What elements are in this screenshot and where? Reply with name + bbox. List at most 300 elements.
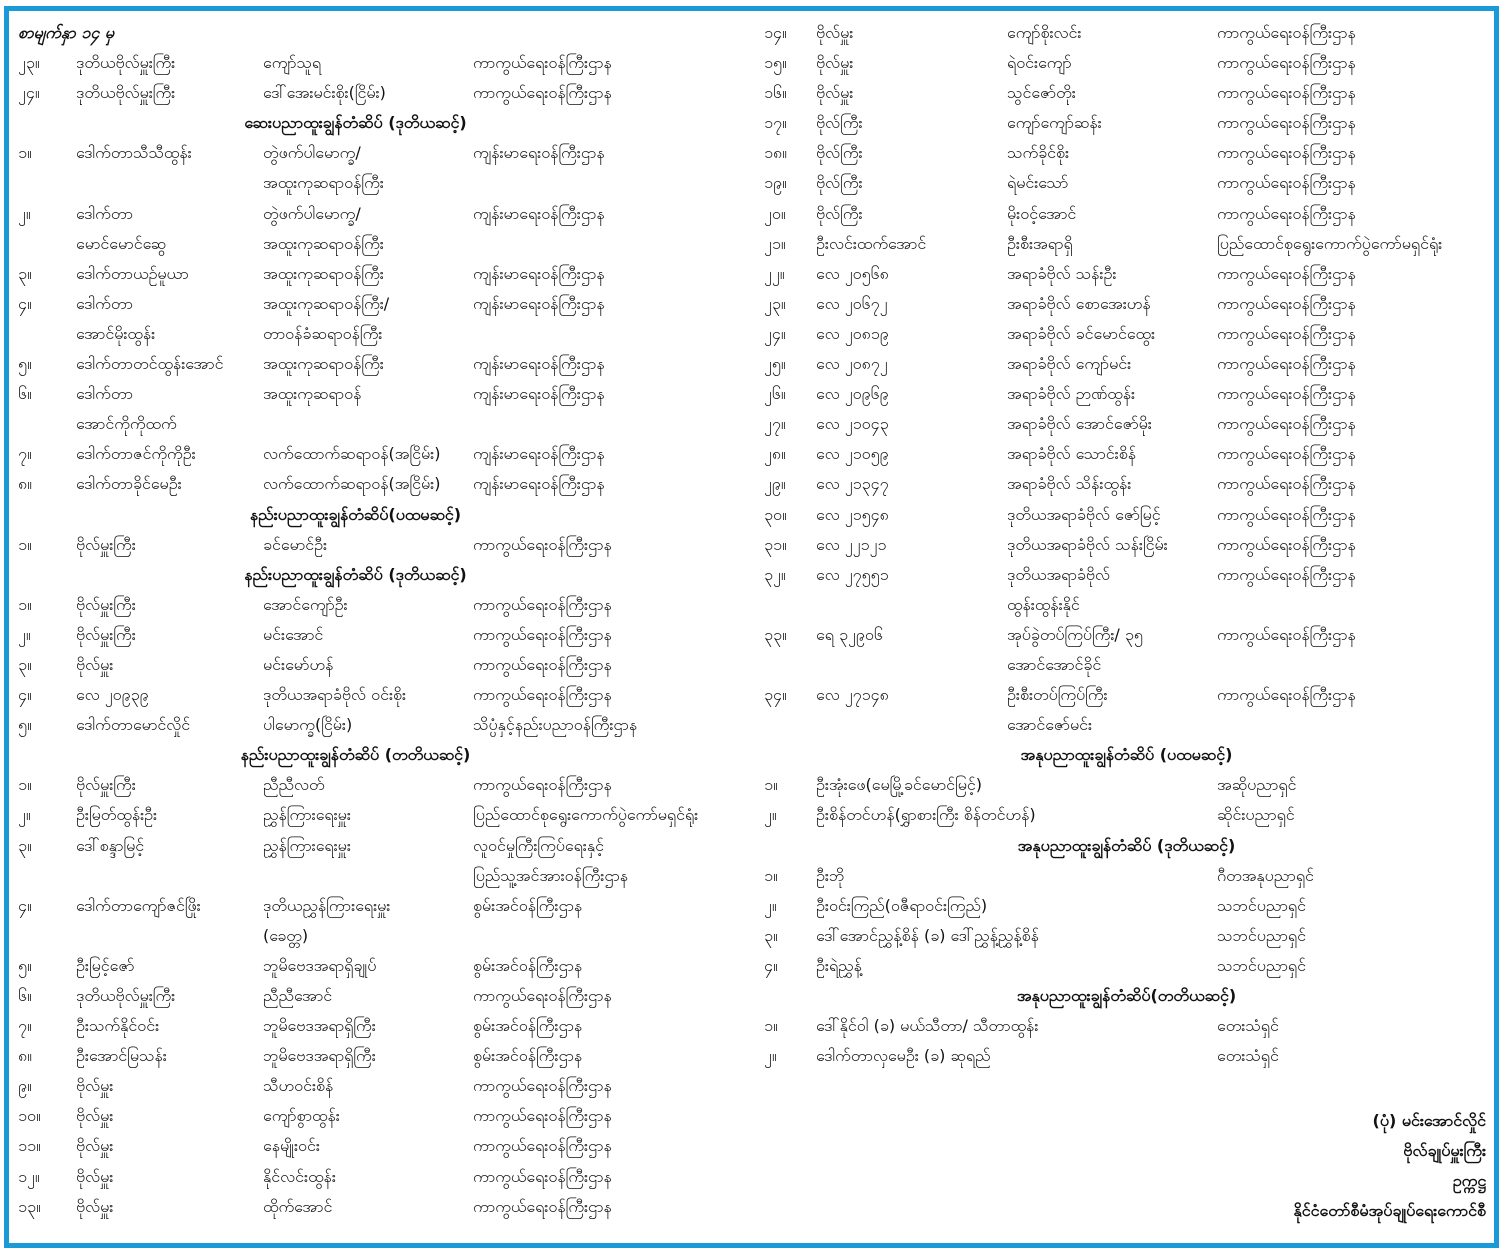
left-rows-a	[18, 48, 753, 108]
item-name: ဒုတိယအရာခံဗိုလ် ဇော်မြင့်	[1007, 504, 1161, 524]
item-name: ထွန်းထွန်းနိုင်	[1007, 594, 1080, 614]
right-column	[764, 18, 1489, 1071]
list-item	[18, 891, 753, 921]
item-number: ၆။	[18, 384, 32, 404]
item-rank: ဗိုလ်မှူးကြီး	[76, 534, 136, 554]
section-heading-medical: ဆေးပညာထူးချွန်တံဆိပ် (ဒုတိယဆင့်)	[244, 113, 467, 133]
item-name: အရာခံဗိုလ် ခင်မောင်ထွေး	[1007, 323, 1156, 343]
list-item	[764, 770, 1489, 800]
list-item	[18, 530, 753, 560]
list-item	[764, 108, 1489, 138]
item-number: ၆။	[18, 986, 32, 1005]
section-heading-tech-2: နည်းပညာထူးချွန်တံဆိပ် (ဒုတိယဆင့်)	[244, 564, 467, 584]
item-number: ၁။	[764, 1016, 778, 1036]
list-item	[764, 168, 1489, 198]
item-department: ကာကွယ်ရေးဝန်ကြီးဌာန	[473, 534, 612, 554]
section-heading-arts-1: အနုပညာထူးချွန်တံဆိပ် (ပထမဆင့်)	[1020, 745, 1233, 765]
item-name: သက်ခိုင်စိုး	[1007, 143, 1070, 163]
item-name: အထူးကုဆရာဝန်	[263, 384, 362, 404]
list-item	[764, 560, 1489, 590]
item-department: ကာကွယ်ရေးဝန်ကြီးဌာန	[1217, 203, 1356, 223]
list-item	[18, 168, 753, 198]
item-number: ၂။	[764, 805, 777, 825]
item-department: ကျန်းမာရေးဝန်ကြီးဌာန	[473, 263, 605, 283]
item-rank: လေ ၂၁၅၄၈	[816, 504, 889, 524]
item-name: ဦးရဲညွှန့်	[816, 955, 862, 975]
list-item	[764, 289, 1489, 319]
item-name: သီဟဝင်းစိန်	[263, 1076, 334, 1096]
item-department: ကာကွယ်ရေးဝန်ကြီးဌာန	[1217, 263, 1356, 283]
list-item	[764, 469, 1489, 499]
item-rank: ဗိုလ်မှူး	[816, 23, 854, 42]
item-name: ညွှန်ကြားရေးမှူး	[263, 835, 351, 855]
item-department: ကျန်းမာရေးဝန်ကြီးဌာန	[473, 143, 605, 163]
item-rank: လေ ၂၀၅၆၈	[816, 263, 889, 283]
item-department: စွမ်းအင်ဝန်ကြီးဌာန	[473, 1046, 583, 1066]
item-rank: ဒေါက်တာတင်ထွန်းအောင်	[76, 354, 224, 374]
item-rank: ဒေါက်တာယဉ်မူယာ	[76, 263, 189, 283]
item-name: လက်ထောက်ဆရာဝန်(အငြိမ်း)	[263, 474, 441, 494]
item-rank: လေ ၂၇၅၅၁	[816, 564, 889, 584]
list-item	[18, 1162, 753, 1192]
item-name: အထူးကုဆရာဝန်ကြီး	[263, 263, 384, 283]
item-number: ၁၀။	[18, 1106, 41, 1126]
item-rank: ဒုတိယဗိုလ်မှူးကြီး	[76, 83, 176, 103]
item-name: ကျော်စွာထွန်း	[263, 1106, 340, 1126]
item-department: ကာကွယ်ရေးဝန်ကြီးဌာန	[473, 53, 612, 73]
item-department: စွမ်းအင်ဝန်ကြီးဌာန	[473, 895, 583, 915]
signature-rank: ဗိုလ်ချုပ်မှူးကြီး	[1403, 1141, 1486, 1161]
item-number: ၂၀။	[764, 203, 786, 223]
item-number: ၇။	[18, 1016, 32, 1036]
item-rank: ဗိုလ်မှူး	[76, 1196, 114, 1216]
item-department: ကာကွယ်ရေးဝန်ကြီးဌာန	[473, 654, 612, 674]
list-item	[18, 800, 753, 830]
item-name: အရာခံဗိုလ် ဉာဏ်ထွန်း	[1007, 384, 1136, 404]
list-item	[764, 800, 1489, 830]
list-item	[764, 199, 1489, 229]
item-number: ၃။	[18, 263, 32, 283]
left-rows-c	[18, 530, 753, 560]
item-name: ဘူမိဗေဒအရာရှိချုပ်	[263, 955, 377, 975]
item-department: ကာကွယ်ရေးဝန်ကြီးဌာန	[1217, 504, 1356, 524]
item-rank: လေ ၂၀၉၃၉	[76, 685, 149, 705]
item-rank: ဗိုလ်မှူး	[76, 1106, 114, 1126]
item-name: ဒုတိယအရာခံဗိုလ် ဝင်းစိုး	[263, 685, 407, 705]
list-item	[764, 710, 1489, 740]
item-number: ၇။	[18, 444, 32, 464]
item-number: ၂၃။	[764, 293, 786, 313]
item-department: ကျန်းမာရေးဝန်ကြီးဌာန	[473, 293, 605, 313]
item-department: ကာကွယ်ရေးဝန်ကြီးဌာန	[1217, 83, 1356, 103]
list-item	[18, 319, 753, 349]
list-item	[18, 379, 753, 409]
item-name: အထူးကုဆရာဝန်ကြီး	[263, 173, 384, 193]
item-department: ကာကွယ်ရေးဝန်ကြီးဌာန	[1217, 685, 1356, 705]
item-department: ကာကွယ်ရေးဝန်ကြီးဌာန	[1217, 53, 1356, 73]
item-rank: ဒေါက်တာခိုင်မေဦး	[76, 474, 182, 494]
item-rank: မောင်မောင်ဆွေ	[76, 233, 167, 253]
item-department: ကာကွယ်ရေးဝန်ကြီးဌာန	[1217, 564, 1356, 584]
list-item	[764, 349, 1489, 379]
item-department: သဘင်ပညာရှင်	[1217, 955, 1306, 975]
item-department: ကာကွယ်ရေးဝန်ကြီးဌာန	[473, 624, 612, 644]
item-rank: လေ ၂၁၀၅၉	[816, 444, 889, 464]
item-rank: ဒုတိယဗိုလ်မှူးကြီး	[76, 53, 176, 73]
item-number: ၁၈။	[764, 143, 787, 163]
list-item	[764, 951, 1489, 981]
item-name: ဒေါ်အောင်ညွှန့်စိန် (ခ) ဒေါ်ညွှန့်ညွှန့်စိန်	[816, 925, 1039, 945]
item-number: ၂၄။	[764, 323, 786, 343]
list-item	[764, 78, 1489, 108]
item-name: ဦးဘို	[816, 865, 845, 885]
item-number: ၃၄။	[764, 685, 787, 705]
item-rank: အောင်မိုးထွန်း	[76, 323, 156, 343]
item-department: သိပ္ပံနှင့်နည်းပညာဝန်ကြီးဌာန	[473, 715, 638, 735]
item-name: ခင်မောင်ဦး	[263, 534, 328, 554]
section-heading-tech-3: နည်းပညာထူးချွန်တံဆိပ် (တတိယဆင့်)	[240, 745, 471, 765]
item-rank: ဒေါက်တာဇင်ကိုကိုဦး	[76, 444, 196, 464]
item-name: ညီညီအောင်	[263, 986, 333, 1005]
item-department: ပြည်ထောင်စုရွေးကောက်ပွဲကော်မရှင်ရုံး	[473, 805, 699, 825]
left-column	[18, 18, 753, 1222]
item-department: ကာကွယ်ရေးဝန်ကြီးဌာန	[473, 1136, 612, 1156]
list-item	[764, 259, 1489, 289]
item-name: ပါမောက္ခ(ငြိမ်း)	[263, 715, 353, 735]
item-rank: ဗိုလ်မှူး	[76, 1136, 114, 1156]
list-item	[764, 48, 1489, 78]
item-rank: အောင်ကိုကိုထက်	[76, 414, 177, 434]
item-department: ကျန်းမာရေးဝန်ကြီးဌာန	[473, 474, 605, 494]
item-rank: လေ ၂၁၃၄၇	[816, 474, 889, 494]
item-name: အရာခံဗိုလ် သန်းဦး	[1007, 263, 1117, 283]
signature-name: (ပုံ) မင်းအောင်လှိုင်	[1372, 1111, 1486, 1130]
item-number: ၁၇။	[764, 113, 787, 133]
item-rank: ဒေါက်တာ	[76, 384, 133, 404]
item-department: အဆိုပညာရှင်	[1217, 775, 1297, 795]
item-number: ၂၈။	[764, 444, 786, 464]
item-name: ဘူမိဗေဒအရာရှိကြီး	[263, 1016, 376, 1036]
item-rank: ဦးမြင့်ဇော်	[76, 955, 135, 975]
left-rows-e	[18, 770, 753, 1221]
item-department: ကျန်းမာရေးဝန်ကြီးဌာန	[473, 444, 605, 464]
item-number: ၄။	[764, 955, 778, 975]
item-department: ကာကွယ်ရေးဝန်ကြီးဌာန	[1217, 414, 1356, 434]
item-number: ၁၄။	[764, 23, 787, 42]
item-rank: ဒေါက်တာ	[76, 203, 133, 223]
item-number: ၂၃။	[18, 53, 40, 73]
item-number: ၅။	[18, 354, 32, 374]
item-rank: ဦးမြတ်ထွန်းဦး	[76, 805, 158, 825]
item-name: ဒုတိယညွှန်ကြားရေးမှူး	[263, 895, 391, 915]
item-name: အောင်ကျော်ဦး	[263, 594, 348, 614]
list-item	[18, 770, 753, 800]
list-item	[18, 590, 753, 620]
item-department: ကာကွယ်ရေးဝန်ကြီးဌာန	[473, 1076, 612, 1096]
item-rank: ဗိုလ်မှူး	[76, 1076, 114, 1096]
item-number: ၃။	[18, 835, 32, 855]
item-name: ကျော်စိုးလင်း	[1007, 23, 1082, 42]
right-rows-b	[764, 770, 1489, 830]
item-number: ၈။	[18, 474, 32, 494]
item-name: ဦးစီးတပ်ကြပ်ကြီး	[1007, 685, 1108, 705]
right-rows-a	[764, 18, 1489, 740]
list-item	[764, 138, 1489, 168]
item-name: ကျော်ကျော်ဆန်း	[1007, 113, 1102, 133]
item-name: အရာခံဗိုလ် ကျော်မင်း	[1007, 354, 1132, 374]
item-number: ၂၇။	[764, 414, 786, 434]
item-number: ၁၃။	[18, 1196, 41, 1216]
list-item	[18, 409, 753, 439]
list-item	[764, 921, 1489, 951]
list-item	[18, 921, 753, 951]
item-name: မင်းအောင်	[263, 624, 324, 644]
item-rank: ဗိုလ်ကြီး	[816, 173, 863, 193]
item-number: ၈။	[18, 1046, 32, 1066]
item-name: ဦးဝင်းကြည်(ဝဇီရာဝင်းကြည်)	[816, 895, 988, 915]
item-rank: လေ ၂၀၉၆၉	[816, 384, 889, 404]
item-department: ကာကွယ်ရေးဝန်ကြီးဌာန	[1217, 354, 1356, 374]
list-item	[764, 439, 1489, 469]
item-name: ဒေါ်နိုင်ဝါ (ခ) မယ်သီတာ/ သီတာထွန်း	[816, 1016, 1039, 1036]
item-name: ရဲမင်းသော်	[1007, 173, 1069, 193]
item-rank: ဦးအောင်မြသန်း	[76, 1046, 167, 1066]
list-item	[764, 379, 1489, 409]
item-number: ၂၂။	[764, 263, 785, 283]
item-number: ၁။	[764, 865, 778, 885]
item-department: စွမ်းအင်ဝန်ကြီးဌာန	[473, 955, 583, 975]
item-rank: ဗိုလ်မှူး	[816, 53, 854, 73]
left-rows-b	[18, 138, 753, 499]
item-name: ဦးစိန်တင်ဟန်(ရွှာစားကြီး စိန်တင်ဟန်)	[816, 805, 1036, 825]
item-number: ၂။	[18, 203, 31, 223]
item-department: တေးသံရှင်	[1217, 1046, 1279, 1066]
list-item	[764, 500, 1489, 530]
item-department: ပြည်ထောင်စုရွေးကောက်ပွဲကော်မရှင်ရုံး	[1217, 233, 1443, 253]
item-rank: လေ ၂၀၈၁၉	[816, 323, 889, 343]
item-department: ကာကွယ်ရေးဝန်ကြီးဌာန	[1217, 23, 1356, 42]
list-item	[18, 138, 753, 168]
list-item	[18, 620, 753, 650]
item-rank: ဦးသက်နိုင်ဝင်း	[76, 1016, 160, 1036]
list-item	[764, 680, 1489, 710]
item-name: အုပ်ခွဲတပ်ကြပ်ကြီး/ ၃၅	[1007, 624, 1143, 644]
item-number: ၄။	[18, 293, 32, 313]
item-name: ညီညီလတ်	[263, 775, 325, 795]
item-number: ၃၀။	[764, 504, 787, 524]
section-heading-arts-2: အနုပညာထူးချွန်တံဆိပ် (ဒုတိယဆင့်)	[1017, 835, 1236, 855]
item-department: ကာကွယ်ရေးဝန်ကြီးဌာန	[473, 1166, 612, 1186]
item-rank: ဗိုလ်မှူးကြီး	[76, 594, 136, 614]
item-department: ကာကွယ်ရေးဝန်ကြီးဌာန	[473, 594, 612, 614]
item-name: ဦးအုံးဖေ(မေမြို့ခင်မောင်မြင့်)	[816, 775, 982, 795]
item-name: အရာခံဗိုလ် စောအေးဟန်	[1007, 293, 1151, 313]
list-item	[18, 1071, 753, 1101]
item-number: ၁၉။	[764, 173, 787, 193]
item-number: ၉။	[18, 1076, 32, 1096]
list-item	[18, 349, 753, 379]
item-department: ကာကွယ်ရေးဝန်ကြီးဌာန	[473, 1196, 612, 1216]
item-name: တွဲဖက်ပါမောက္ခ/	[263, 203, 361, 223]
item-department: စွမ်းအင်ဝန်ကြီးဌာန	[473, 1016, 583, 1036]
item-rank: ဗိုလ်မှူး	[816, 83, 854, 103]
item-number: ၅။	[18, 715, 32, 735]
list-item	[764, 1041, 1489, 1071]
item-name: နိုင်လင်းထွန်း	[263, 1166, 336, 1186]
list-item	[764, 1011, 1489, 1041]
list-item	[18, 680, 753, 710]
item-department: ကာကွယ်ရေးဝန်ကြီးဌာန	[1217, 323, 1356, 343]
item-number: ၂။	[18, 805, 31, 825]
list-item	[18, 229, 753, 259]
item-department: ဆိုင်းပညာရှင်	[1217, 805, 1295, 825]
list-item	[764, 620, 1489, 650]
list-item	[764, 891, 1489, 921]
list-item	[18, 289, 753, 319]
item-number: ၁၂။	[18, 1166, 40, 1186]
item-name: အရာခံဗိုလ် သိန်းထွန်း	[1007, 474, 1132, 494]
signature-block	[1206, 1106, 1486, 1226]
list-item	[18, 1041, 753, 1071]
continued-from-label: စာမျက်နှာ ၁၄ မှ	[18, 23, 115, 42]
right-rows-c	[764, 861, 1489, 981]
item-rank: ရေ ၃၂၉၀၆	[816, 624, 883, 644]
list-item	[18, 650, 753, 680]
item-department: ကာကွယ်ရေးဝန်ကြီးဌာန	[1217, 384, 1356, 404]
item-number: ၁။	[18, 534, 32, 554]
item-name: ညွှန်ကြားရေးမှူး	[263, 805, 351, 825]
item-name: ဘူမိဗေဒအရာရှိကြီး	[263, 1046, 376, 1066]
item-rank: ဒေါက်တာသီသီထွန်း	[76, 143, 192, 163]
item-department: ကာကွယ်ရေးဝန်ကြီးဌာန	[1217, 293, 1356, 313]
list-item	[18, 981, 753, 1011]
item-name: အရာခံဗိုလ် သောင်းစိန်	[1007, 444, 1137, 464]
list-item	[764, 409, 1489, 439]
list-item	[764, 530, 1489, 560]
item-department: လူဝင်မှုကြီးကြပ်ရေးနှင့်	[473, 835, 604, 855]
item-number: ၁၆။	[764, 83, 787, 103]
item-rank: ဦးလင်းထက်အောင်	[816, 233, 927, 253]
item-rank: ဗိုလ်ကြီး	[816, 113, 863, 133]
list-item	[18, 710, 753, 740]
item-name: ဦးစီးအရာရှိ	[1007, 233, 1073, 253]
list-item	[18, 951, 753, 981]
item-name: ရဲဝင်းကျော်	[1007, 53, 1072, 73]
list-item	[764, 590, 1489, 620]
item-name: ထိုက်အောင်	[263, 1196, 333, 1216]
item-name: အထူးကုဆရာဝန်ကြီး	[263, 354, 384, 374]
item-number: ၄။	[18, 685, 32, 705]
item-number: ၃၂။	[764, 564, 786, 584]
item-name: သွင်ဇော်တိုး	[1007, 83, 1076, 103]
list-item	[764, 319, 1489, 349]
item-department: ကျန်းမာရေးဝန်ကြီးဌာန	[473, 203, 605, 223]
item-department: ကာကွယ်ရေးဝန်ကြီးဌာန	[1217, 113, 1356, 133]
item-rank: ဗိုလ်ကြီး	[816, 143, 863, 163]
item-number: ၁၅။	[764, 53, 787, 73]
right-rows-d	[764, 1011, 1489, 1071]
list-item	[18, 861, 753, 891]
list-item	[764, 18, 1489, 48]
list-item	[18, 259, 753, 289]
item-name: အရာခံဗိုလ် အောင်ဇော်မိုး	[1007, 414, 1152, 434]
item-number: ၂။	[764, 1046, 777, 1066]
item-rank: ဗိုလ်မှူးကြီး	[76, 775, 136, 795]
item-number: ၂၉။	[764, 474, 786, 494]
item-department: ဂီတအနုပညာရှင်	[1217, 865, 1314, 885]
item-rank: ဗိုလ်မှူး	[76, 654, 114, 674]
item-name: ကျော်သူရ	[263, 53, 322, 73]
item-name: ဒုတိယအရာခံဗိုလ်	[1007, 564, 1111, 584]
item-number: ၂၄။	[18, 83, 40, 103]
item-rank: လေ ၂၂၁၂၁	[816, 534, 887, 554]
item-number: ၅။	[18, 955, 32, 975]
item-name: လက်ထောက်ဆရာဝန်(အငြိမ်း)	[263, 444, 441, 464]
item-rank: ဗိုလ်မှူးကြီး	[76, 624, 136, 644]
item-number: ၂။	[764, 895, 777, 915]
item-department: ကာကွယ်ရေးဝန်ကြီးဌာန	[1217, 444, 1356, 464]
item-department: ကျန်းမာရေးဝန်ကြီးဌာန	[473, 354, 605, 374]
item-department: ကာကွယ်ရေးဝန်ကြီးဌာန	[1217, 624, 1356, 644]
item-name: မင်းမော်ဟန်	[263, 654, 334, 674]
item-department: ကာကွယ်ရေးဝန်ကြီးဌာန	[473, 685, 612, 705]
item-number: ၁။	[18, 775, 32, 795]
item-department: သဘင်ပညာရှင်	[1217, 895, 1306, 915]
item-rank: ဒုတိယဗိုလ်မှူးကြီး	[76, 986, 176, 1005]
item-number: ၃၃။	[764, 624, 787, 644]
item-number: ၁၁။	[18, 1136, 41, 1156]
list-item	[764, 861, 1489, 891]
list-item	[18, 469, 753, 499]
list-item	[18, 199, 753, 229]
item-rank: လေ ၂၇၁၄၈	[816, 685, 889, 705]
list-item	[18, 1192, 753, 1222]
item-department: ကာကွယ်ရေးဝန်ကြီးဌာန	[1217, 474, 1356, 494]
list-item	[18, 1011, 753, 1041]
item-name: အောင်အောင်ခိုင်	[1007, 654, 1102, 674]
list-item	[18, 1131, 753, 1161]
item-department: ကာကွယ်ရေးဝန်ကြီးဌာန	[473, 1106, 612, 1126]
item-number: ၃။	[764, 925, 778, 945]
item-number: ၂၅။	[764, 354, 786, 374]
item-department: ကာကွယ်ရေးဝန်ကြီးဌာန	[1217, 143, 1356, 163]
item-number: ၂။	[18, 624, 31, 644]
item-department: ကျန်းမာရေးဝန်ကြီးဌာန	[473, 384, 605, 404]
item-name: အထူးကုဆရာဝန်ကြီး/	[263, 293, 390, 313]
item-number: ၂၆။	[764, 384, 786, 404]
item-department: ကာကွယ်ရေးဝန်ကြီးဌာန	[1217, 173, 1356, 193]
item-rank: ဒေါက်တာကျော်ဇင်ဖြိုး	[76, 895, 201, 915]
item-rank: ဒေါက်တာ	[76, 293, 133, 313]
item-name: အောင်ဇော်မင်း	[1007, 715, 1093, 735]
item-name: မိုးဝင့်အောင်	[1007, 203, 1077, 223]
item-rank: ဗိုလ်ကြီး	[816, 203, 863, 223]
item-rank: လေ ၂၀၆၇၂	[816, 293, 888, 313]
section-heading-arts-3: အနုပညာထူးချွန်တံဆိပ်(တတိယဆင့်)	[1016, 986, 1237, 1005]
item-rank: လေ ၂၀၈၇၂	[816, 354, 888, 374]
list-item	[18, 48, 753, 78]
list-item	[18, 831, 753, 861]
signature-title: ဥက္ကဋ္ဌ	[1452, 1171, 1486, 1191]
item-rank: လေ ၂၁၀၄၃	[816, 414, 889, 434]
item-department: ကာကွယ်ရေးဝန်ကြီးဌာန	[1217, 534, 1356, 554]
left-rows-d	[18, 590, 753, 740]
item-department: ပြည်သူ့အင်အားဝန်ကြီးဌာန	[473, 865, 629, 885]
item-name: တာဝန်ခံဆရာဝန်ကြီး	[263, 323, 383, 343]
item-rank: ဗိုလ်မှူး	[76, 1166, 114, 1186]
signature-council: နိုင်ငံတော်စီမံအုပ်ချုပ်ရေးကောင်စီ	[1293, 1201, 1486, 1221]
item-number: ၁။	[18, 594, 32, 614]
